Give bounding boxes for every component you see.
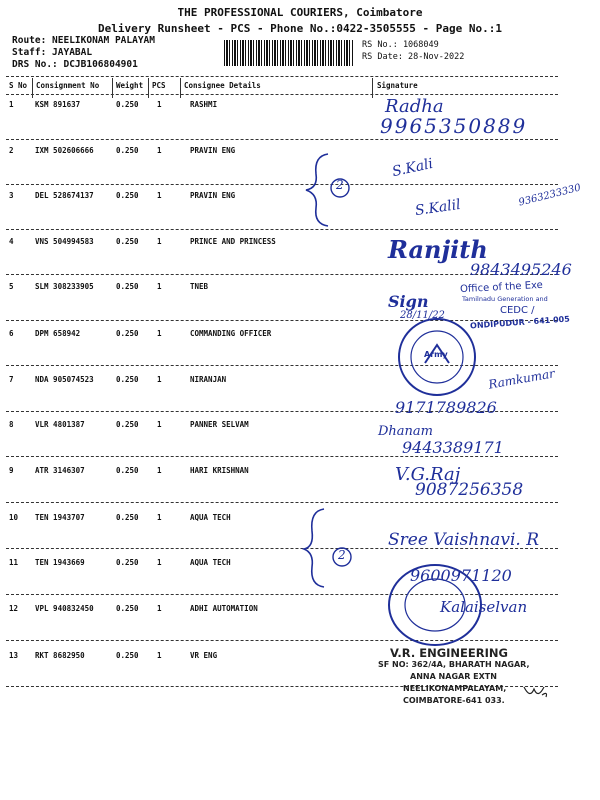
row-sno: 10 [9,513,19,522]
drs-number: DRS No.: DCJB106804901 [12,59,138,70]
signature-date: 28/11/22 [400,310,445,321]
col-header-pcs: PCS [152,81,166,90]
row-pcs: 1 [157,558,162,567]
row-pcs: 1 [157,604,162,613]
row-consignee: COMMANDING OFFICER [190,329,272,338]
signature-ranjith: Ranjith [388,235,488,264]
group-mark-2: 2 [338,548,346,562]
signature-phone: 9843495246 [470,260,572,279]
stamp-line: Office of the Exe [459,279,544,296]
row-separator [6,139,558,140]
row-pcs: 1 [157,282,162,291]
row-pcs: 1 [157,513,162,522]
row-pcs: 1 [157,329,162,338]
runsheet-subtitle: Delivery Runsheet - PCS - Phone No.:0422-3505555 - Page No.:1 [98,22,502,35]
header-rule-bottom [6,94,558,95]
col-header-consignment: Consignment No [36,81,100,90]
row-sno: 6 [9,329,14,338]
row-weight: 0.250 [116,375,139,384]
stamp-line: CEDC / [500,305,535,316]
row-separator [6,502,558,503]
group-mark-2: 2 [336,178,344,192]
rs-number: RS No.: 1068049 [362,40,439,50]
row-weight: 0.250 [116,604,139,613]
row-consignment: TEN 1943669 [35,558,85,567]
row-weight: 0.250 [116,100,139,109]
row-pcs: 1 [157,420,162,429]
row-sno: 13 [9,651,19,660]
col-divider [32,78,33,98]
row-consignment: DEL 528674137 [35,191,94,200]
row-weight: 0.250 [116,420,139,429]
signature-vgraj: V.G.Raj [395,464,461,485]
vr-stamp-line: SF NO: 362/4A, BHARATH NAGAR, [378,660,530,669]
row-separator [6,184,558,185]
runsheet-title: THE PROFESSIONAL COURIERS, Coimbatore [177,6,423,19]
signature-radha: Radha [385,96,444,117]
row-consignee: TNEB [190,282,209,291]
row-sno: 4 [9,237,14,246]
row-sno: 11 [9,558,19,567]
signature-phone: 9443389171 [402,438,504,457]
vr-stamp-line: NEELIKONAMPALAYAM, [403,684,507,693]
row-pcs: 1 [157,375,162,384]
vr-initial-icon [522,683,550,701]
row-sno: 7 [9,375,14,384]
staff-label: Staff: JAYABAL [12,47,93,58]
row-weight: 0.250 [116,329,139,338]
row-weight: 0.250 [116,558,139,567]
row-weight: 0.250 [116,513,139,522]
col-header-consignee: Consignee Details [184,81,261,90]
signature-initial: Sign [388,292,429,311]
signature-kalaiselvan: Kalaiselvan [440,598,528,616]
row-weight: 0.250 [116,191,139,200]
header-rule-top [6,76,558,77]
signature-phone: 9363233330 [517,182,583,209]
row-consignment: SLM 308233905 [35,282,94,291]
round-stamp-text: Army [424,350,448,359]
row-weight: 0.250 [116,466,139,475]
barcode [224,40,354,66]
row-sno: 2 [9,146,14,155]
row-sno: 8 [9,420,14,429]
col-divider [372,78,373,98]
signature-phone: 9171789826 [395,398,497,417]
row-pcs: 1 [157,466,162,475]
col-divider [180,78,181,98]
signature-phone: 9087256358 [415,480,524,500]
row-pcs: 1 [157,651,162,660]
row-sno: 5 [9,282,14,291]
signature-vaishnavi: Sree Vaishnavi. R [388,530,539,550]
row-consignment: VPL 940832450 [35,604,94,613]
row-consignment: VLR 4801387 [35,420,85,429]
row-pcs: 1 [157,237,162,246]
signature-dhanam: Dhanam [378,424,433,439]
signature-phone: 9600971120 [410,566,512,585]
row-sno: 12 [9,604,19,613]
row-weight: 0.250 [116,237,139,246]
signature-phone: 9965350889 [380,114,528,138]
row-sno: 9 [9,466,14,475]
row-consignment: DPM 658942 [35,329,81,338]
row-consignment: NDA 905074523 [35,375,94,384]
col-header-signature: Signature [377,81,418,90]
col-header-sno: S No [9,81,28,90]
row-consignee: AQUA TECH [190,558,231,567]
row-weight: 0.250 [116,146,139,155]
row-consignee: PRAVIN ENG [190,146,236,155]
row-pcs: 1 [157,100,162,109]
row-consignment: TEN 1943707 [35,513,85,522]
row-separator [6,229,558,230]
brace-mark-icon [300,150,360,230]
stamp-line: Tamilnadu Generation and [462,295,548,303]
row-consignee: PRINCE AND PRINCESS [190,237,276,246]
brace-mark-icon [300,505,360,590]
col-header-weight: Weight [116,81,144,90]
signature-ramkumar: Ramkumar [487,366,556,392]
row-consignment: IXM 502606666 [35,146,94,155]
row-pcs: 1 [157,191,162,200]
row-sno: 1 [9,100,14,109]
row-pcs: 1 [157,146,162,155]
row-consignee: AQUA TECH [190,513,231,522]
row-consignment: RKT 8682950 [35,651,85,660]
vr-stamp-line: ANNA NAGAR EXTN [410,672,497,681]
route-label: Route: NEELIKONAM PALAYAM [12,35,155,46]
row-weight: 0.250 [116,651,139,660]
row-consignee: VR ENG [190,651,218,660]
row-consignee: RASHMI [190,100,218,109]
row-consignment: ATR 3146307 [35,466,85,475]
row-sno: 3 [9,191,14,200]
row-consignment: VNS 504994583 [35,237,94,246]
col-divider [112,78,113,98]
row-consignee: NIRANJAN [190,375,227,384]
signature-kalil: S.Kalil [414,196,462,220]
row-consignee: HARI KRISHNAN [190,466,249,475]
row-consignee: PANNER SELVAM [190,420,249,429]
row-consignee: ADHI AUTOMATION [190,604,258,613]
row-consignment: KSM 891637 [35,100,81,109]
stamp-line: ONDIPUDUR - 641 005 [469,314,571,331]
row-weight: 0.250 [116,282,139,291]
vr-stamp-line: COIMBATORE-641 033. [403,696,505,705]
signature-kali: S.Kali [390,155,435,181]
col-divider [148,78,149,98]
rs-date: RS Date: 28-Nov-2022 [362,52,465,62]
vr-stamp-name: V.R. ENGINEERING [390,646,508,660]
row-consignee: PRAVIN ENG [190,191,236,200]
